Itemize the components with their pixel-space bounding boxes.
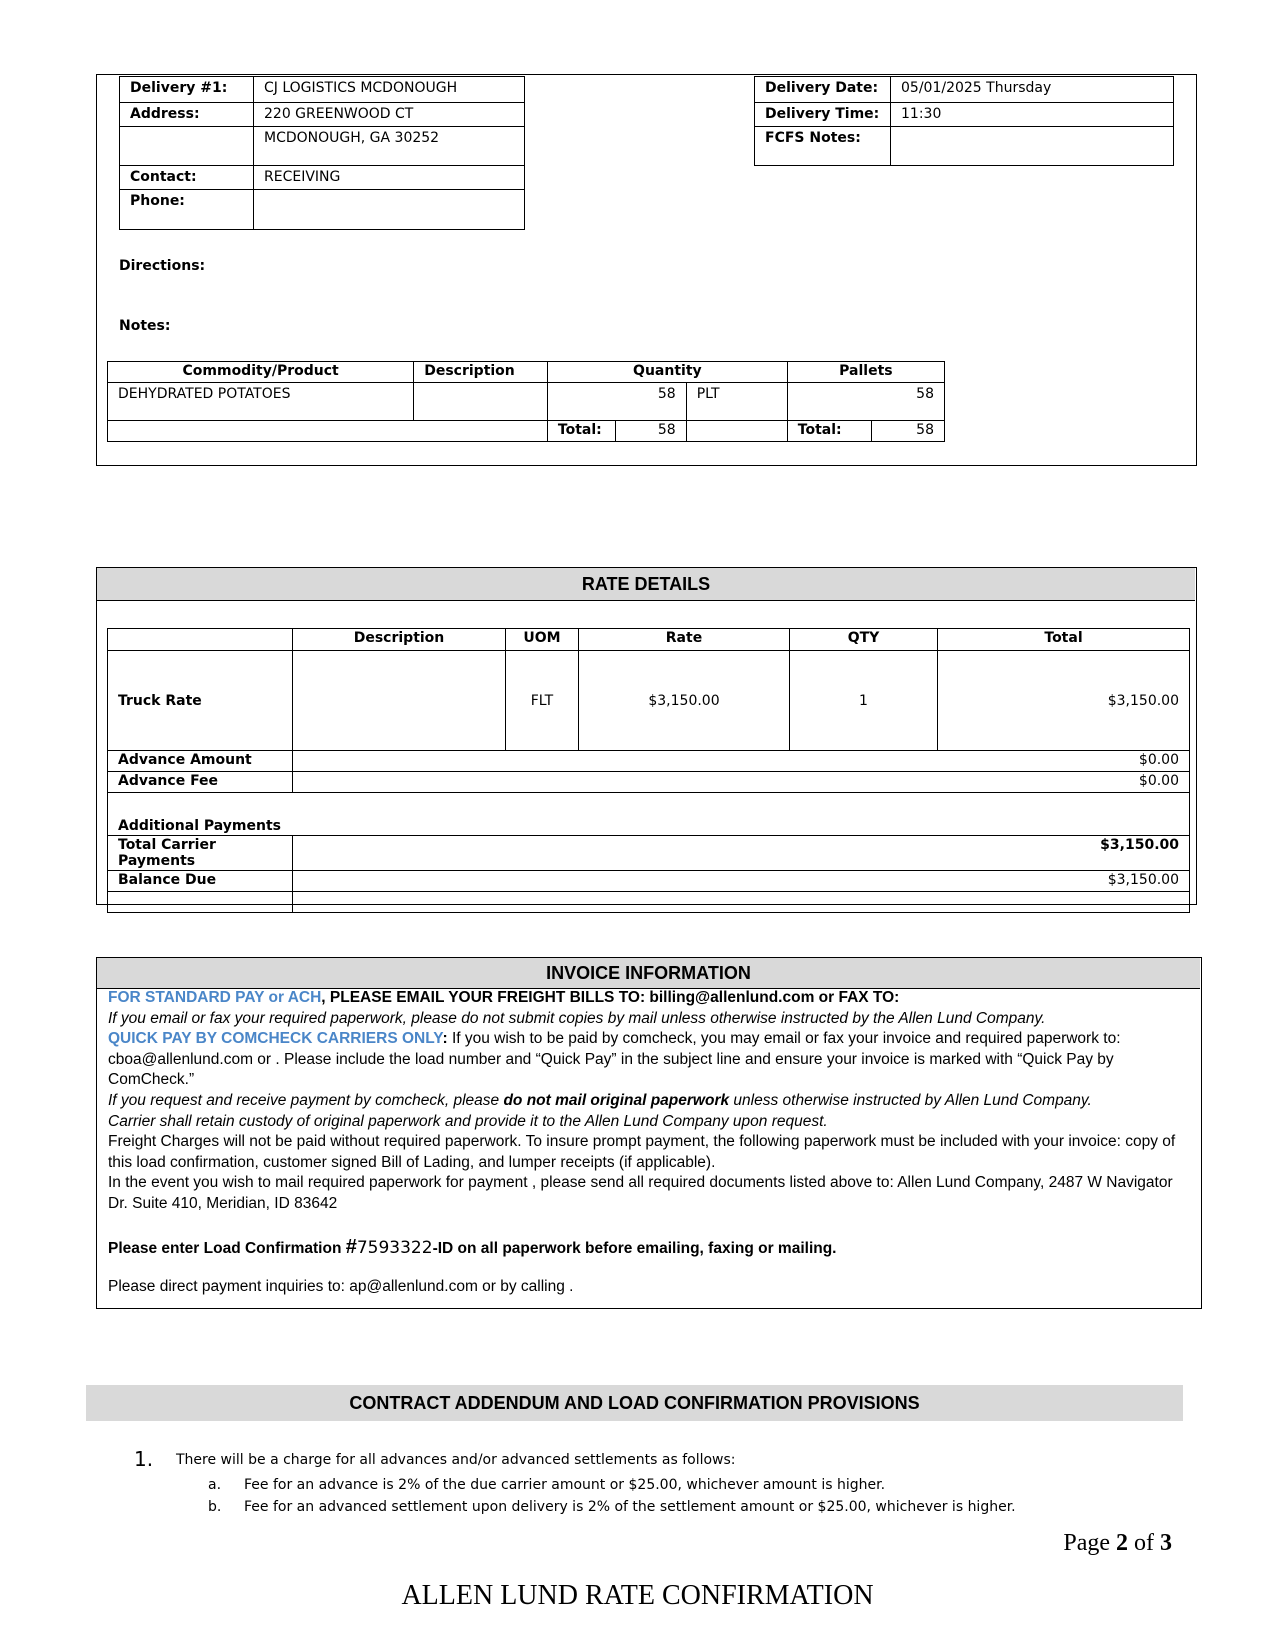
- list-item: a. Fee for an advance is 2% of the due carrier amount or $25.00, whichever amount is higher.: [208, 1477, 886, 1493]
- rate-description-header: Description: [293, 629, 506, 651]
- delivery-date-label: Delivery Date:: [755, 77, 891, 103]
- quick-pay-label: QUICK PAY BY COMCHECK CARRIERS ONLY: [108, 1030, 443, 1048]
- commodity-unit: PLT: [686, 383, 787, 421]
- quantity-total-value: 58: [616, 421, 686, 442]
- commodity-header: Commodity/Product: [108, 362, 414, 383]
- pallets-total-label: Total:: [787, 421, 872, 442]
- address-line1: 220 GREENWOOD CT: [254, 103, 525, 127]
- rate-table: [107, 628, 1190, 913]
- fcfs-notes-value: [891, 127, 1174, 166]
- fcfs-notes-label: FCFS Notes:: [755, 127, 891, 166]
- custody-note: Carrier shall retain custody of original paperwork and provide it to the Allen Lund Company upon request.: [108, 1112, 828, 1130]
- description-header: Description: [414, 362, 548, 383]
- contact-label: Contact:: [120, 166, 254, 190]
- table-row: [108, 383, 945, 421]
- provisions-list: [130, 1447, 1130, 1520]
- address-line2: MCDONOUGH, GA 30252: [254, 127, 525, 166]
- delivery-time-label: Delivery Time:: [755, 103, 891, 127]
- additional-payments-label: Additional Payments: [108, 793, 1190, 836]
- qty-header: QTY: [790, 629, 938, 651]
- commodity-table: [107, 361, 945, 442]
- uom-header: UOM: [506, 629, 579, 651]
- commodity-pallets: 58: [787, 383, 944, 421]
- comcheck-note: If you request and receive payment by comcheck, please do not mail original paperwork unless otherwise instructed by Allen Lund Company.: [108, 1091, 1092, 1109]
- freight-charges-note: Freight Charges will not be paid without required paperwork. To insure prompt payment, the following paperwork must be included with your invoice: copy of this load confirmation, customer signed Bill of Lading, and lumper receipts (if applicable).: [108, 1133, 1176, 1171]
- page-number: Page 2 of 3: [1063, 1530, 1172, 1556]
- phone-label: Phone:: [120, 190, 254, 230]
- delivery-number-label: Delivery #1:: [120, 77, 254, 103]
- delivery-name: CJ LOGISTICS MCDONOUGH: [254, 77, 525, 103]
- delivery-date-table: [754, 76, 1174, 166]
- footer-title: ALLEN LUND RATE CONFIRMATION: [401, 1580, 874, 1611]
- advance-fee-value: $0.00: [293, 772, 1190, 793]
- standard-pay-label: FOR STANDARD PAY or ACH: [108, 989, 322, 1006]
- truck-rate-total: $3,150.00: [938, 651, 1190, 751]
- invoice-body: [108, 988, 1193, 1298]
- rate-details-title: RATE DETAILS: [97, 568, 1195, 601]
- list-item: 1. There will be a charge for all advances and/or advanced settlements as follows:: [134, 1447, 736, 1471]
- commodity-product: DEHYDRATED POTATOES: [108, 383, 414, 421]
- invoice-title: INVOICE INFORMATION: [97, 958, 1200, 989]
- advance-fee-label: Advance Fee: [108, 772, 293, 793]
- truck-rate-qty: 1: [790, 651, 938, 751]
- balance-due-label: Balance Due: [108, 871, 293, 892]
- quantity-header: Quantity: [547, 362, 787, 383]
- payment-inquiries-note: Please direct payment inquiries to: ap@allenlund.com or by calling .: [108, 1278, 574, 1296]
- contract-addendum-title: CONTRACT ADDENDUM AND LOAD CONFIRMATION PROVISIONS: [86, 1385, 1183, 1421]
- truck-rate-rate: $3,150.00: [579, 651, 790, 751]
- advance-amount-value: $0.00: [293, 751, 1190, 772]
- mail-address-note: In the event you wish to mail required paperwork for payment , please send all required documents listed above to: Allen Lund Company, 2487 W Navigator Dr. Suite 410, Meridian, ID 83642: [108, 1174, 1173, 1212]
- pallets-total-value: 58: [872, 421, 945, 442]
- total-carrier-payments-label: Total Carrier Payments: [108, 836, 293, 871]
- truck-rate-description: [293, 651, 506, 751]
- commodity-quantity: 58: [547, 383, 686, 421]
- balance-due-value: $3,150.00: [293, 871, 1190, 892]
- quick-pay-paragraph: QUICK PAY BY COMCHECK CARRIERS ONLY: If you wish to be paid by comcheck, you may email or fax your invoice and required paperwork to: cboa@allenlund.com or . Please include the load number and “Quick Pay” in the subject line and ensure your invoice is marked with “Quick Pay by ComCheck.”: [108, 1030, 1121, 1089]
- delivery-address-table: [119, 76, 525, 230]
- address-label: Address:: [120, 103, 254, 127]
- total-carrier-payments-value: $3,150.00: [293, 836, 1190, 871]
- truck-rate-uom: FLT: [506, 651, 579, 751]
- rate-header-cell: Rate: [579, 629, 790, 651]
- phone-value: [254, 190, 525, 230]
- delivery-date-value: 05/01/2025 Thursday: [891, 77, 1174, 103]
- table-row: [108, 651, 1190, 751]
- load-confirmation-number: 7593322: [356, 1237, 433, 1258]
- load-confirmation-note: Please enter Load Confirmation #7593322-ID on all paperwork before emailing, faxing or mailing.: [108, 1235, 837, 1258]
- pallets-header: Pallets: [787, 362, 944, 383]
- notes-label: Notes:: [119, 318, 171, 334]
- delivery-time-value: 11:30: [891, 103, 1174, 127]
- contact-value: RECEIVING: [254, 166, 525, 190]
- advance-amount-label: Advance Amount: [108, 751, 293, 772]
- commodity-description: [414, 383, 548, 421]
- directions-label: Directions:: [119, 258, 206, 274]
- list-item: b. Fee for an advanced settlement upon delivery is 2% of the settlement amount or $25.00, whichever is higher.: [208, 1499, 1016, 1515]
- total-header: Total: [938, 629, 1190, 651]
- standard-pay-line: FOR STANDARD PAY or ACH, PLEASE EMAIL YOUR FREIGHT BILLS TO: billing@allenlund.com or FAX TO:: [108, 989, 900, 1006]
- quantity-total-label: Total:: [547, 421, 615, 442]
- email-fax-note: If you email or fax your required paperwork, please do not submit copies by mail unless otherwise instructed by the Allen Lund Company.: [108, 1009, 1046, 1027]
- truck-rate-label: Truck Rate: [108, 651, 293, 751]
